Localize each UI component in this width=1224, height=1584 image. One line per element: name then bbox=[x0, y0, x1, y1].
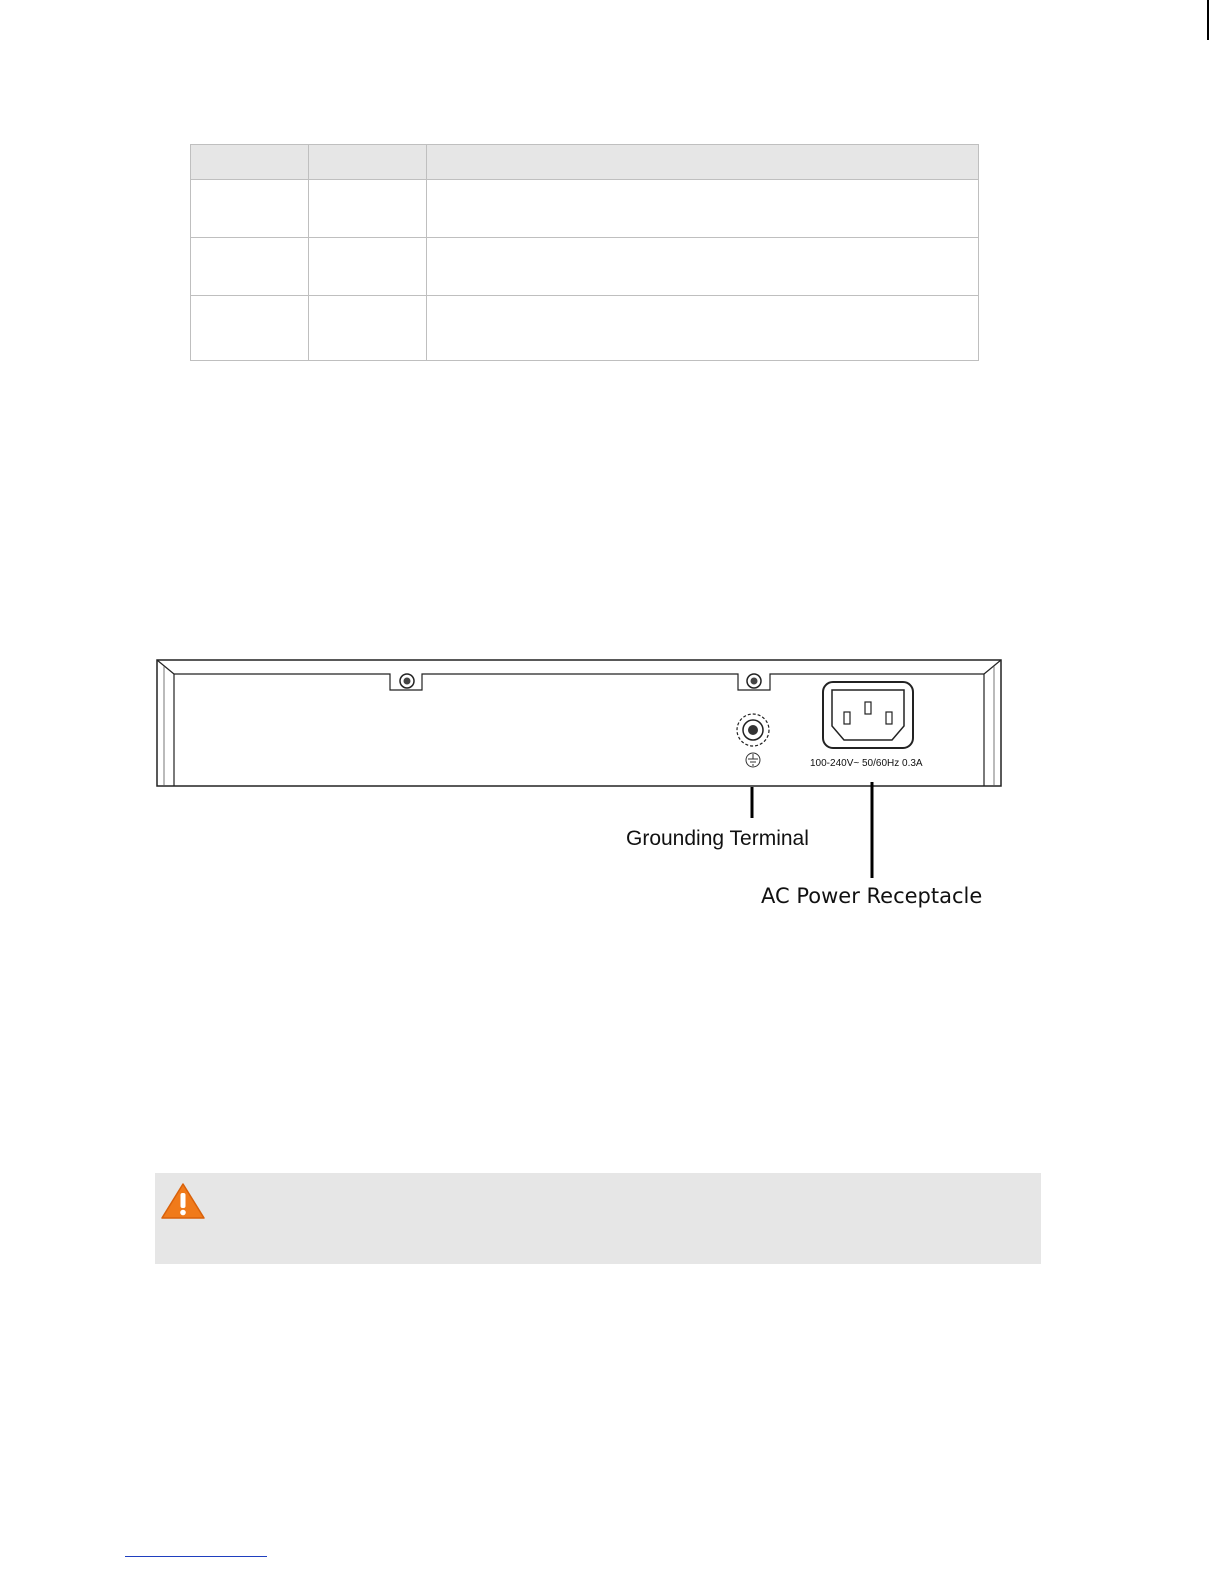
table-header-row bbox=[191, 145, 979, 180]
table-cell bbox=[427, 296, 979, 361]
table-cell bbox=[191, 296, 309, 361]
table-header-cell bbox=[191, 145, 309, 180]
screw-icon bbox=[747, 674, 761, 688]
screw-icon bbox=[400, 674, 414, 688]
table-row bbox=[191, 180, 979, 238]
grounding-terminal-label: Grounding Terminal bbox=[626, 827, 809, 850]
table-cell bbox=[427, 238, 979, 296]
table-cell bbox=[309, 180, 427, 238]
table-row bbox=[191, 238, 979, 296]
table-cell bbox=[191, 238, 309, 296]
power-rating-label: 100-240V~ 50/60Hz 0.3A bbox=[810, 758, 923, 769]
table-cell bbox=[309, 238, 427, 296]
rear-panel-figure bbox=[150, 650, 1030, 930]
table-cell bbox=[427, 180, 979, 238]
warning-note-box bbox=[155, 1173, 1041, 1264]
table-header-cell bbox=[309, 145, 427, 180]
footer-link-underline[interactable] bbox=[125, 1556, 267, 1557]
table-cell bbox=[191, 180, 309, 238]
ac-receptacle-icon bbox=[823, 682, 913, 748]
table-header-cell bbox=[427, 145, 979, 180]
table-cell bbox=[309, 296, 427, 361]
table-row bbox=[191, 296, 979, 361]
warning-icon bbox=[159, 1181, 207, 1226]
page-edge-line bbox=[1207, 0, 1209, 40]
ac-power-receptacle-label: AC Power Receptacle bbox=[761, 884, 983, 908]
led-indicator-table bbox=[190, 144, 979, 361]
